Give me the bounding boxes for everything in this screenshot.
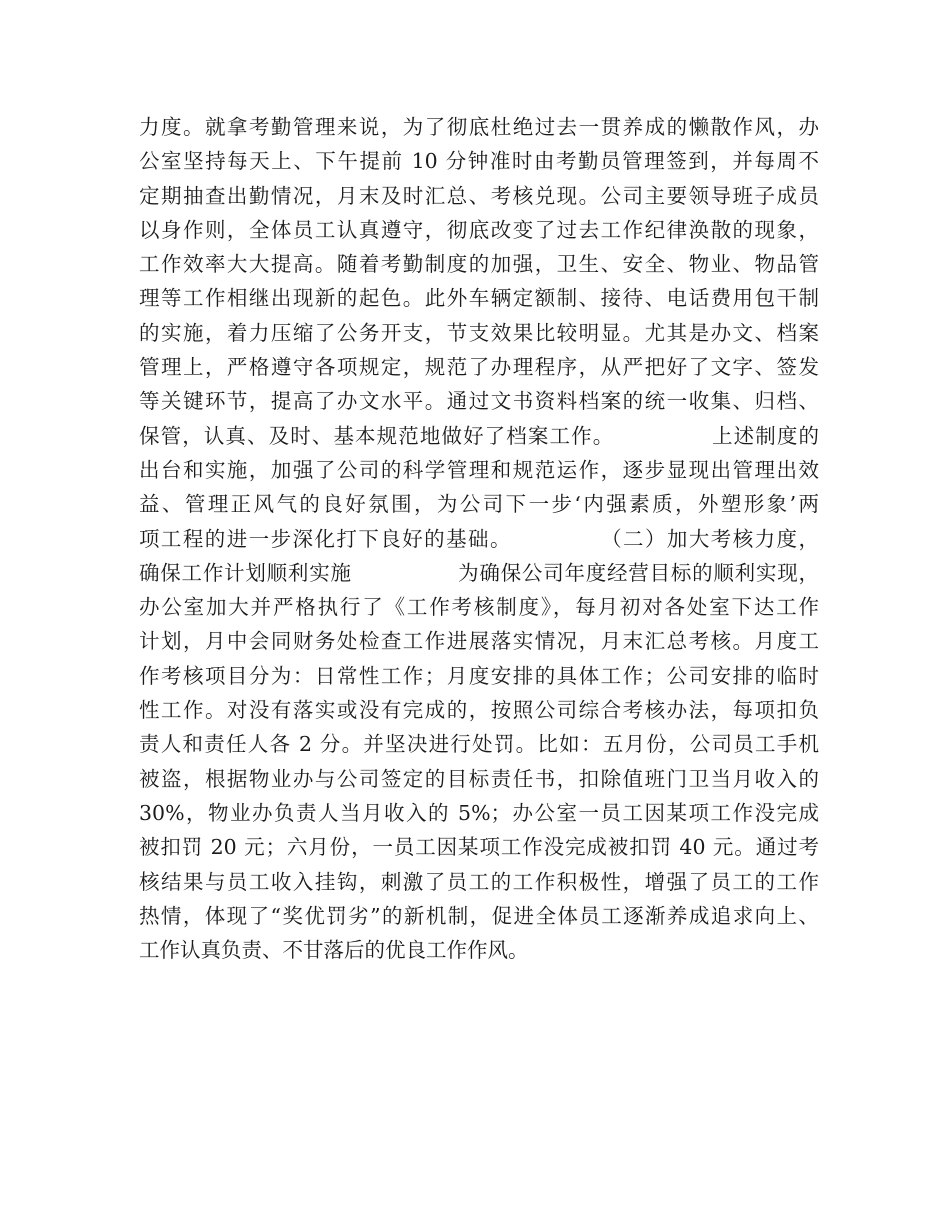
text-line: 项工程的进一步深化打下良好的基础。 （二）加大考核力度， [139, 526, 819, 551]
text-line: 性工作。对没有落实或没有完成的，按照公司综合考核办法，每项扣负 [139, 698, 819, 723]
text-line: 理等工作相继出现新的起色。此外车辆定额制、接待、电话费用包干制 [139, 286, 819, 311]
text-line: 出台和实施，加强了公司的科学管理和规范运作，逐步显现出管理出效 [139, 457, 819, 482]
text-line: 核结果与员工收入挂钩，刺激了员工的工作积极性，增强了员工的工作 [139, 869, 819, 894]
text-line: 的实施，着力压缩了公务开支，节支效果比较明显。尤其是办文、档案 [139, 320, 819, 345]
text-line: 计划，月中会同财务处检查工作进展落实情况，月末汇总考核。月度工 [139, 629, 819, 654]
text-line: 等关键环节，提高了办文水平。通过文书资料档案的统一收集、归档、 [139, 389, 819, 414]
text-line: 管理上，严格遵守各项规定，规范了办理程序，从严把好了文字、签发 [139, 355, 819, 380]
text-line: 确保工作计划顺利实施 为确保公司年度经营目标的顺利实现， [139, 560, 819, 585]
text-line: 30%，物业办负责人当月收入的 5%；办公室一员工因某项工作没完成 [139, 800, 819, 825]
text-line: 益、管理正风气的良好氛围，为公司下一步‘内强素质，外塑形象’两 [139, 492, 819, 517]
text-line: 以身作则，全体员工认真遵守，彻底改变了过去工作纪律涣散的现象， [139, 217, 819, 242]
text-line: 力度。就拿考勤管理来说，为了彻底杜绝过去一贯养成的懒散作风，办 [139, 115, 819, 139]
text-line: 公室坚持每天上、下午提前 10 分钟准时由考勤员管理签到，并每周不 [139, 149, 819, 174]
text-line: 被盗，根据物业办与公司签定的目标责任书，扣除值班门卫当月收入的 [139, 766, 819, 791]
text-line: 热情，体现了“奖优罚劣”的新机制，促进全体员工逐渐养成追求向上、 [139, 903, 819, 928]
text-line: 办公室加大并严格执行了《工作考核制度》，每月初对各处室下达工作 [139, 595, 819, 620]
text-line: 被扣罚 20 元；六月份，一员工因某项工作没完成被扣罚 40 元。通过考 [139, 835, 819, 860]
text-line: 工作效率大大提高。随着考勤制度的加强，卫生、安全、物业、物品管 [139, 252, 819, 277]
document-body-text [139, 110, 819, 967]
text-line: 工作认真负责、不甘落后的优良工作作风。 [139, 938, 529, 963]
text-line: 责人和责任人各 2 分。并坚决进行处罚。比如：五月份，公司员工手机 [139, 732, 819, 757]
text-line: 作考核项目分为：日常性工作；月度安排的具体工作；公司安排的临时 [139, 663, 819, 688]
text-line: 定期抽查出勤情况，月末及时汇总、考核兑现。公司主要领导班子成员 [139, 183, 819, 208]
text-line: 保管，认真、及时、基本规范地做好了档案工作。 上述制度的 [139, 423, 819, 448]
